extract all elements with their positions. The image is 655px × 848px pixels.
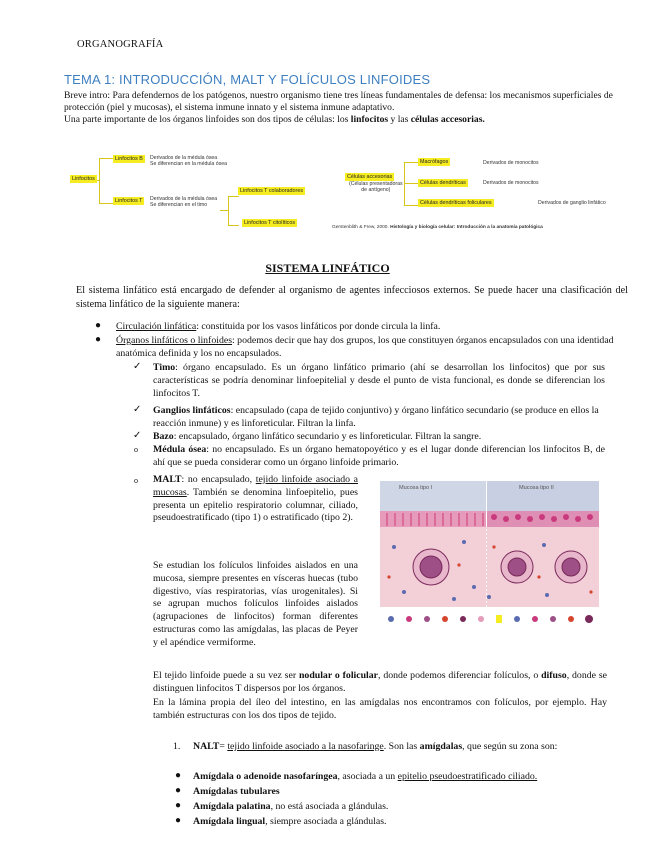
item-malt: MALT: no encapsulado, tejido linfoide asociado a mucosas. También se denomina linfoepitelio, pues presenta un epitelio respiratorio columnar, ciliado, pseudoestratificado (tipo 1) o estratificado (tipo 2). — [153, 474, 358, 524]
box-foliculares: Células dendríticas foliculares — [420, 200, 492, 206]
figure-label-mucosa-2: Mucosa tipo II — [519, 485, 554, 491]
note-linfocitos-t: Derivados de la médula ósea Se diferencian en el timo — [150, 196, 218, 208]
circle-bullet: o — [134, 445, 138, 454]
bullet-dot: ● — [95, 320, 102, 331]
check-icon: ✓ — [133, 404, 142, 415]
check-icon: ✓ — [133, 361, 142, 372]
intro-line-1: Breve intro: Para defendernos de los patógenos, nuestro organismo tiene tres líneas fundamentales de defensa: los mecanismos superficiales de protección (piel y mucosas), el sistema inmune innato y el sistema inmune adaptativo. — [64, 90, 613, 113]
item-timo: Timo: órgano encapsulado. Es un órgano linfático primario (ahí se desarrollan los linfocitos) que por sus características se podría denominar linfoepitelial y desde el punto de vista funcional, es donde se diferencian los linfocitos T. — [153, 362, 605, 399]
item-bazo: Bazo: encapsulado, órgano linfático secundario y es linforeticular. Filtran la sangre. — [153, 431, 482, 442]
item-amigdala-palatina: Amígdala palatina, no está asociada a glándulas. — [193, 801, 389, 812]
page-title: TEMA 1: INTRODUCCIÓN, MALT Y FOLÍCULOS LINFOIDES — [64, 72, 431, 87]
header-label: ORGANOGRAFÍA — [77, 39, 164, 50]
intro-sistema-linfatico: El sistema linfático está encargado de defender al organismo de agentes infecciosos externos. Se puede hacer una clasificación del sistema linfático de la siguiente manera: — [76, 285, 628, 310]
box-t-colaboradores: Linfocitos T colaboradores — [240, 188, 304, 194]
section-title: SISTEMA LINFÁTICO — [265, 261, 390, 275]
box-linfocitos: Linfocitos — [72, 176, 95, 182]
bullet-dot: ● — [175, 815, 182, 826]
box-t-citoliticos: Linfocitos T citolíticos — [244, 220, 296, 226]
note-dendriticas: Derivados de monocitos — [483, 180, 539, 186]
box-linfocitos-b: Linfocitos B — [115, 156, 143, 162]
note-macrofagos: Derivados de monocitos — [483, 160, 539, 166]
note-foliculares: Derivados de ganglio linfático — [538, 200, 606, 206]
check-icon: ✓ — [133, 430, 142, 441]
bullet-dot: ● — [175, 785, 182, 796]
intro-paragraph — [64, 90, 624, 126]
malt-paragraph-4: En la lámina propia del íleo del intestino, en las amígdalas nos encontramos con folículos, por ejemplo. Hay también estructuras con los dos tipos de tejido. — [153, 697, 607, 721]
box-linfocitos-t: Linfocitos T — [115, 198, 143, 204]
box-macrofagos: Macrófagos — [420, 159, 449, 165]
diagram-source: Gerstenblith & Frew, 2000. Histología y biología celular: Introducción a la anatomía patológica — [332, 225, 543, 230]
mucosa-illustration — [379, 477, 600, 638]
box-celulas-accesorias: Células accesorias — [347, 174, 393, 180]
figure-label-mucosa-1: Mucosa tipo I — [399, 485, 433, 491]
circle-bullet: o — [134, 476, 138, 485]
item-nalt: NALT= tejido linfoide asociado a la nasofaringe. Son las amígdalas, que según su zona son: — [193, 741, 558, 752]
intro-line-2: Una parte importante de los órganos linfoides son dos tipos de células: los linfocitos y las células accesorias. — [64, 114, 485, 125]
note-celulas-accesorias: (Células presentadoras de antígeno) — [349, 181, 403, 193]
box-dendriticas: Células dendríticas — [420, 180, 466, 186]
bullet-dot: ● — [175, 800, 182, 811]
bullet-dot: ● — [175, 770, 182, 781]
list-number: 1. — [173, 741, 181, 752]
bullet-dot: ● — [95, 334, 102, 345]
malt-paragraph-2: Se estudian los folículos linfoides aislados en una mucosa, siempre presentes en vísceras huecas (tubo digestivo, vías respiratorias, vías urogenitales). Si se agrupan muchos folículos linfoides aislados (agrupaciones de linfocitos) forman diferentes estructuras como las amígdalas, las placas de Peyer y el apéndice vermiforme. — [153, 560, 358, 648]
item-medula: Médula ósea: no encapsulado. Es un órgano hematopoyético y es el lugar donde diferencian los linfocitos B, de ahí que se pueda considerar como un órgano linfoide primario. — [153, 444, 605, 468]
bullet-organos: Órganos linfáticos o linfoides: podemos decir que hay dos grupos, los que constituyen órganos encapsulados con una identidad anatómica definida y los no encapsulados. — [116, 335, 614, 359]
item-amigdala-lingual: Amígdala lingual, siempre asociada a glándulas. — [193, 816, 387, 827]
item-ganglios: Ganglios linfáticos: encapsulado (capa de tejido conjuntivo) y órgano linfático secundario (se produce en ellos la reacción inmune) y es linforeticular. Filtran la linfa. — [153, 405, 599, 429]
cell-classification-diagram — [62, 136, 606, 241]
malt-paragraph-3: El tejido linfoide puede a su vez ser nodular o folicular, donde podemos diferenciar folículos, o difuso, donde se distinguen linfocitos T dispersos por los órganos. — [153, 670, 608, 694]
item-amigdala-nasofaringea: Amígdala o adenoide nasofaríngea, asociada a un epitelio pseudoestratificado ciliado. — [193, 771, 538, 782]
bullet-circulacion: Circulación linfática: constituida por los vasos linfáticos por donde circula la linfa. — [116, 321, 441, 332]
item-amigdalas-tubulares: Amígdalas tubulares — [193, 786, 280, 797]
note-linfocitos-b: Derivados de la médula ósea Se diferencian en la médula ósea — [150, 155, 227, 167]
